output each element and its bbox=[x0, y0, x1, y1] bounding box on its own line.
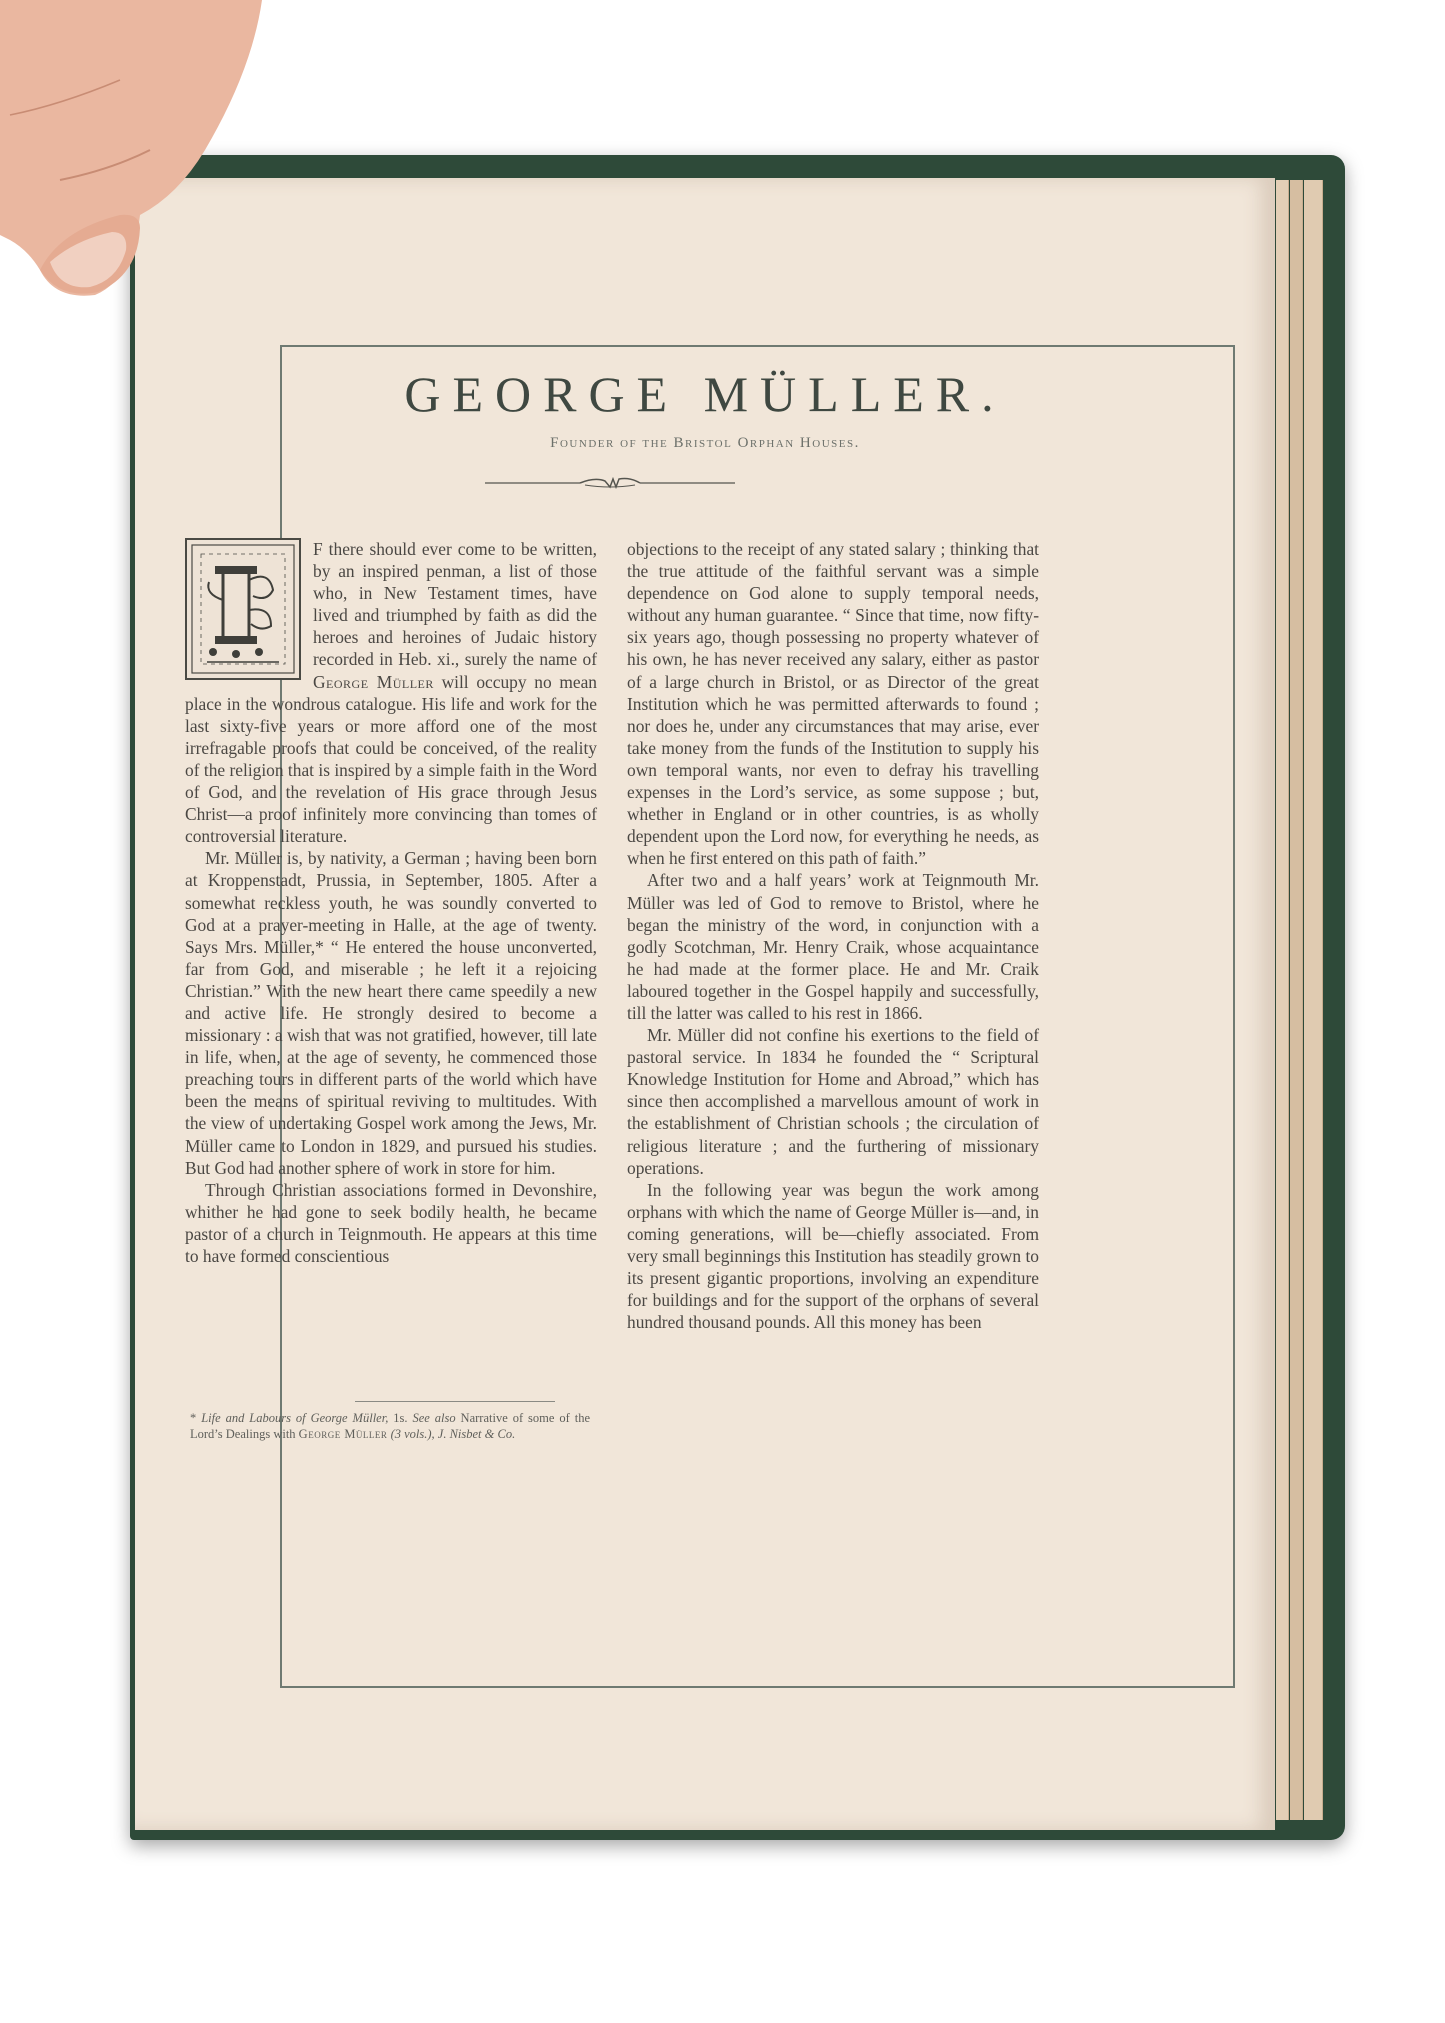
page-subtitle: Founder of the Bristol Orphan Houses. bbox=[550, 435, 860, 451]
page-edge bbox=[1276, 180, 1289, 1820]
book-page[interactable] bbox=[135, 178, 1275, 1830]
footnote-publisher: J. Nisbet & Co. bbox=[437, 1427, 516, 1441]
ornamental-divider-icon bbox=[485, 475, 735, 491]
text-run: F there should ever come to be written, by an inspired penman, a list of those who, in New Testament times, have lived and triumphed by faith as did the heroes and heroines of Judaic history recorded in Heb. xi., surely the name of bbox=[313, 539, 597, 670]
paragraph: After two and a half years’ work at Teignmouth Mr. Müller was led of God to remove to Bristol, where he began the ministry of the word, in conjunction with a godly Scotchman, Mr. Henry Craik, whose acquaintance he had made at the former place. He and Mr. Craik laboured together in the Gospel happily and successfully, till the latter was called to his rest in 1866. bbox=[627, 870, 1039, 1023]
name-small-caps: George Müller bbox=[313, 671, 434, 692]
ornamental-letter-i-icon bbox=[185, 538, 301, 680]
paragraph: Mr. Müller did not confine his exertions to the field of pastoral service. In 1834 he founded the “ Scriptural Knowledge Institution for Home and Abroad,” which has since then accomplished a marvellous amount of work in the establishment of Christian schools ; the circulation of religious literature ; and the furthering of missionary operations. bbox=[627, 1025, 1039, 1178]
footnote-volumes: (3 vols.), bbox=[390, 1427, 435, 1441]
page-edge bbox=[1290, 180, 1303, 1820]
footnote-price: 1s. bbox=[388, 1411, 413, 1425]
footnote-marker: * bbox=[190, 1411, 197, 1425]
paragraph: Mr. Müller is, by nativity, a German ; having been born at Kroppenstadt, Prussia, in September, 1805. After a somewhat reckless youth, he was soundly converted to God at a prayer-meeting in Halle, at the age of twenty. Says Mrs. Müller,* “ He entered the house unconverted, far from God, and miserable ; he left it a rejoicing Christian.” With the new heart there came speedily a new and active life. He strongly desired to become a missionary : a wish that was not gratified, however, till late in life, when, at the age of seventy, he commenced those preaching tours in different parts of the world which have been the means of spiritual reviving to multitudes. With the view of undertaking Gospel work among the Jews, Mr. Müller came to London in 1829, and pursued his studies. But God had another sphere of work in store for him. bbox=[185, 848, 597, 1178]
left-column bbox=[185, 538, 597, 1267]
footnote-name: George Müller bbox=[298, 1427, 388, 1441]
footnote bbox=[190, 1410, 590, 1442]
footnote-rule bbox=[355, 1401, 555, 1402]
footnote-book-title: Life and Labours of George Müller, bbox=[201, 1411, 389, 1425]
footnote-see-also: See also bbox=[412, 1411, 456, 1425]
paragraph: Through Christian associations formed in Devonshire, whither he had gone to seek bodily health, he became pastor of a church in Teignmouth. He appears at this time to have formed conscientious bbox=[185, 1179, 597, 1266]
text-run: will occupy no mean place in the wondrous catalogue. His life and work for the last sixty-five years or more afford one of the most irrefragable proofs that could be conceived, of the reality of the religion that is inspired by a simple faith in the Word of God, and the revelation of His grace through Jesus Christ—a proof infinitely more convincing than tomes of controversial literature. bbox=[185, 671, 598, 847]
page-edge bbox=[1304, 180, 1323, 1820]
footnote-text: Narrative of some of the Lord’s Dealings with bbox=[190, 1411, 591, 1441]
page-title: GEORGE MÜLLER. bbox=[404, 366, 1006, 422]
holding-hand bbox=[0, 0, 270, 310]
paragraph: objections to the receipt of any stated salary ; thinking that the true attitude of the faithful servant was a simple dependence on God alone to supply temporal needs, without any human guarantee. “ Since that time, now fifty-six years ago, though possessing no property whatever of his own, he has never received any salary, either as pastor of a large church in Bristol, or as Director of the great Institution which he was permitted afterwards to found ; nor does he, under any circumstances that may arise, ever take money from the funds of the Institution to supply his own temporal wants, nor even to defray his travelling expenses in the Lord’s service, as some suppose ; but, whether in England or in other countries, is as wholly dependent upon the Lord now, for everything he needs, as when he first entered on this path of faith.” bbox=[627, 539, 1039, 869]
right-column bbox=[627, 538, 1039, 1333]
paragraph: In the following year was begun the work among orphans with which the name of George Müller is—and, in coming generations, will be—chiefly associated. From very small beginnings this Institution has steadily grown to its present gigantic proportions, involving an expenditure for buildings and for the support of the orphans of several hundred thousand pounds. All this money has been bbox=[627, 1179, 1039, 1333]
